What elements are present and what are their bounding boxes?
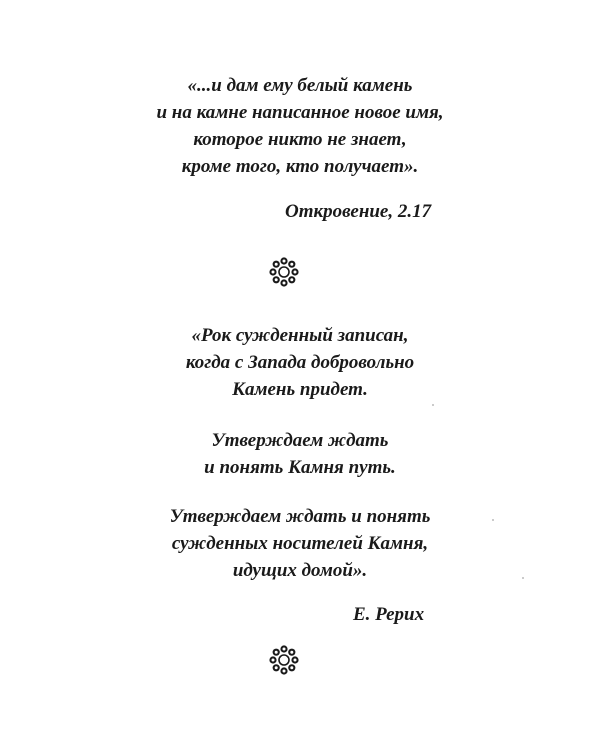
quote-line: «...и дам ему белый камень	[187, 75, 413, 96]
quote-line: когда с Запада добровольно	[185, 352, 415, 373]
scan-speck	[522, 577, 524, 579]
quote-line: которое никто не знает,	[193, 129, 407, 150]
epigraph-roerich-source: Е. Рерих	[353, 604, 425, 625]
quote-line: идущих домой».	[232, 560, 368, 581]
quote-line: и понять Камня путь.	[204, 457, 396, 478]
quote-line: Утверждаем ждать и понять	[169, 506, 431, 527]
quote-line: сужденных носителей Камня,	[171, 533, 429, 554]
quote-line: и на камне написанное новое имя,	[156, 102, 444, 123]
quote-line: «Рок сужденный записан,	[191, 325, 409, 346]
quote-line: Камень придет.	[232, 379, 368, 400]
quote-line: Утверждаем ждать	[211, 430, 389, 451]
scan-speck	[432, 404, 434, 406]
scan-speck	[492, 519, 494, 521]
quote-line: кроме того, кто получает».	[181, 156, 419, 177]
epigraph-roerich-stanza-3	[0, 503, 600, 584]
flower-ornament-icon	[267, 255, 301, 289]
epigraph-roerich-stanza-1	[0, 322, 600, 403]
epigraph-revelation-source: Откровение, 2.17	[285, 201, 432, 222]
epigraph-revelation-quote	[0, 72, 600, 180]
flower-ornament-icon	[267, 643, 301, 677]
epigraph-roerich-stanza-2	[0, 427, 600, 481]
